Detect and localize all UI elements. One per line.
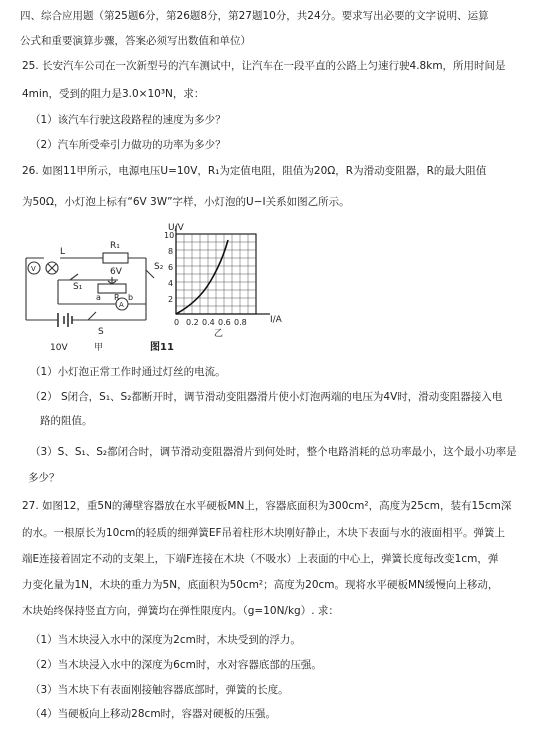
y-tick-label: 10	[164, 231, 175, 240]
label-6v: 6V	[110, 267, 122, 277]
label-r1: R₁	[110, 241, 120, 251]
figure-11-caption: 图11	[150, 342, 174, 353]
label-yi: 乙	[214, 329, 224, 339]
q27-stem-line3: 端E连接着固定不动的支架上，下端F连接在木块（不吸水）上表面的中心上，弹簧长度每改变1cm，弹	[22, 553, 499, 565]
y-tick-label: 4	[168, 279, 174, 288]
ammeter-label: A	[119, 301, 124, 309]
x-tick-label: 0.4	[202, 318, 215, 327]
q27-part3: （3）当木块下有表面刚接触容器底部时，弹簧的长度。	[30, 684, 289, 696]
label-s2: S₂	[154, 262, 164, 272]
q27-stem-line4: 力变化量为1N，木块的重力为5N，底面积为50cm²；高度为20cm。现将水平硬板MN缓慢向上移动，	[22, 579, 499, 591]
voltmeter-label: V	[31, 265, 36, 273]
q25-part2: （2）汽车所受牵引力做功的功率为多少？	[30, 139, 226, 151]
x-tick-label: 0.2	[186, 318, 199, 327]
x-tick-label: 0.8	[234, 318, 247, 327]
q26-stem-line1: 26. 如图11甲所示，电源电压U=10V，R₁为定值电阻，阻值为20Ω，R为滑动变阻器，R的最大阻值	[22, 165, 487, 177]
x-tick-label: 0.6	[218, 318, 231, 327]
q27-stem-line2: 的水。一根原长为10cm的轻质的细弹簧EF吊着柱形木块刚好静止，木块下表面与水的液面相平。弹簧上	[22, 527, 506, 539]
label-a: a	[96, 293, 101, 302]
label-s: S	[98, 327, 104, 337]
q27-part2: （2）当木块浸入水中的深度为6cm时，水对容器底部的压强。	[30, 659, 322, 671]
q26-part2-line2: 路的阻值。	[40, 415, 93, 427]
q27-stem-line1: 27. 如图12，重5N的薄壁容器放在水平硬板MN上，容器底面积为300cm²，高度为25cm，装有15cm深	[22, 500, 512, 512]
label-s1: S₁	[73, 282, 83, 292]
graph-y-axis-label: U/V	[168, 223, 184, 233]
q26-part2-line1: （2） S闭合，S₁、S₂都断开时，调节滑动变阻器滑片使小灯泡两端的电压为4V时，滑动变阻器接入电	[30, 391, 503, 403]
y-tick-label: 6	[168, 263, 174, 272]
section-heading-line1: 四、综合应用题（第25题6分，第26题8分，第27题10分，共24分。要求写出必要的文字说明、运算	[20, 10, 489, 22]
label-jia: 甲	[94, 343, 104, 353]
y-tick-label: 8	[168, 247, 174, 256]
graph-x-axis-label: I/A	[270, 315, 282, 325]
q27-stem-line5: 木块始终保持竖直方向，弹簧均在弹性限度内。（g=10N/kg）. 求：	[22, 605, 339, 617]
x-tick-label: 0	[174, 318, 180, 327]
q26-stem-line2: 为50Ω，小灯泡上标有“6V 3W”字样，小灯泡的U−I关系如图乙所示。	[22, 196, 350, 208]
q26-part3-line1: （3）S、S₁、S₂都闭合时，调节滑动变阻器滑片到何处时，整个电路消耗的总功率最小，这个最小功率是	[30, 446, 517, 458]
q26-part3-line2: 多少？	[28, 472, 60, 484]
label-b: b	[128, 293, 134, 302]
label-l: L	[60, 247, 66, 257]
q26-part1: （1）小灯泡正常工作时通过灯丝的电流。	[30, 366, 226, 378]
y-tick-label: 2	[168, 295, 174, 304]
q27-part4: （4）当硬板向上移动28cm时，容器对硬板的压强。	[30, 708, 277, 720]
q25-stem-line1: 25. 长安汽车公司在一次新型号的汽车测试中，让汽车在一段平直的公路上匀速行驶4.8km，所用时间是	[22, 60, 506, 72]
ui-graph	[176, 226, 270, 314]
q25-part1: （1）该汽车行驶这段路程的速度为多少？	[30, 114, 226, 126]
q27-part1: （1）当木块浸入水中的深度为2cm时，木块受到的浮力。	[30, 634, 301, 646]
label-r: R	[114, 293, 120, 302]
circuit-diagram	[26, 253, 154, 327]
q25-stem-line2: 4min，受到的阻力是3.0×10³N，求：	[22, 88, 205, 100]
label-10v: 10V	[50, 343, 68, 353]
section-heading-line2: 公式和重要演算步骤，答案必须写出数值和单位）	[20, 35, 251, 47]
